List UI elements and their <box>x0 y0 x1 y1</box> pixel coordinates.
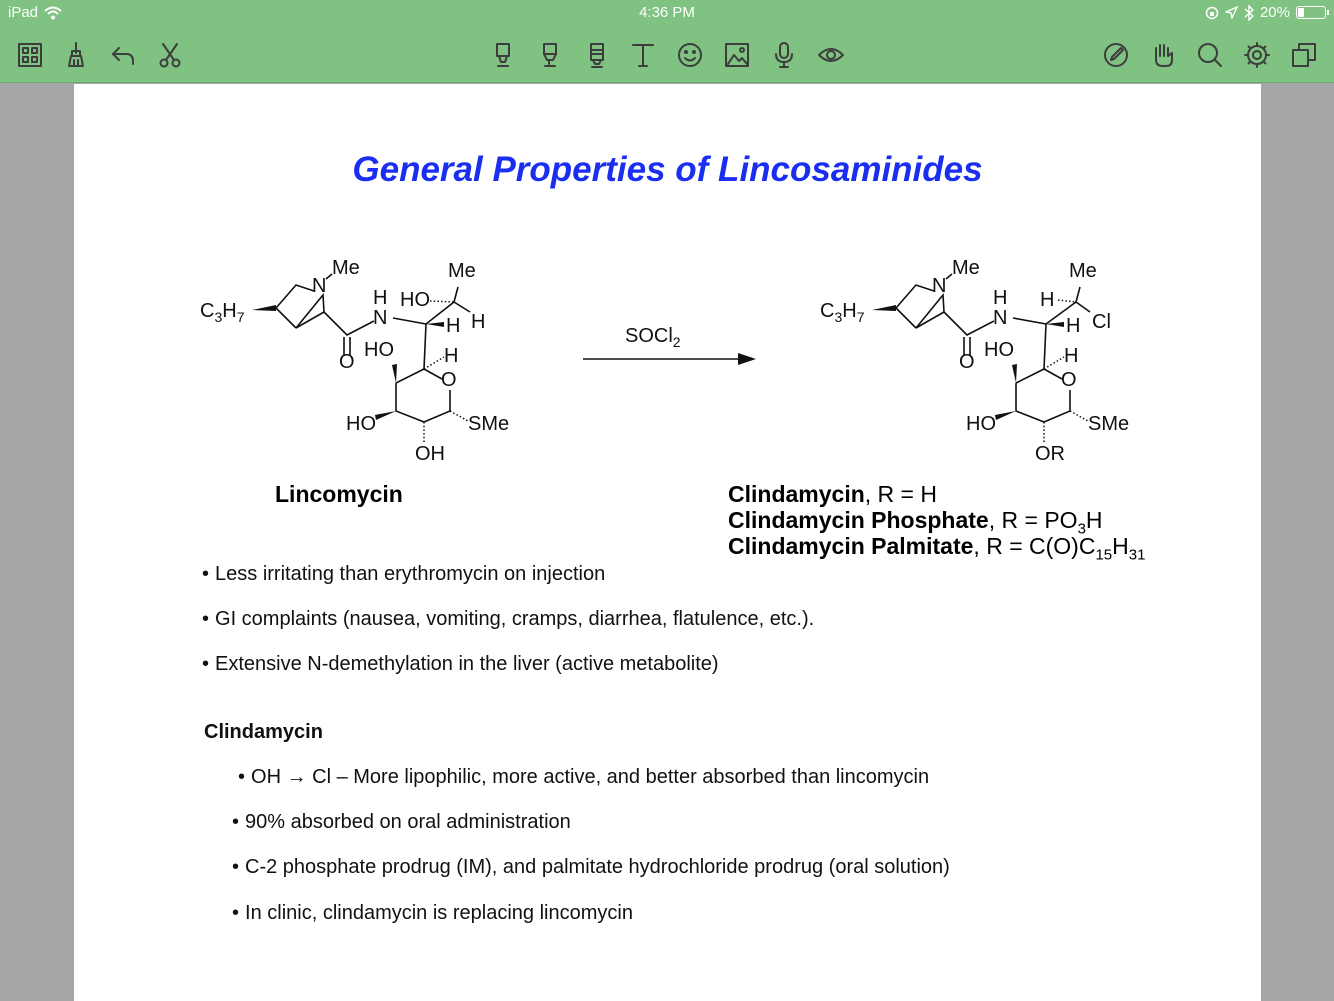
linc-ho-bottom-wedge <box>375 411 396 420</box>
clin-ho-wedge <box>1012 364 1017 383</box>
linc-ring-o: O <box>441 369 457 391</box>
clin-n-chain <box>1013 318 1046 324</box>
linc-amide-chain <box>324 312 374 335</box>
reaction-arrow <box>583 325 756 365</box>
reagent-label: SOCl <box>625 325 673 347</box>
linc-amide-h: H <box>373 287 388 309</box>
clin-or-label: OR <box>1035 443 1065 465</box>
linc-ho-hash <box>430 301 454 302</box>
clin-n-label: N <box>932 275 947 297</box>
svg-text:SOCl2 <box>625 325 681 350</box>
search-icon[interactable] <box>1191 36 1229 74</box>
clin-ring-hash <box>1044 357 1064 369</box>
cut-icon[interactable] <box>151 36 189 74</box>
clin-me-label: Me <box>1069 260 1097 282</box>
hand-icon[interactable] <box>1144 36 1182 74</box>
linc-h7-label: H <box>222 300 237 322</box>
device-label: iPad <box>8 4 39 21</box>
linc-ho-label: HO <box>400 289 430 311</box>
linc-amide-n: N <box>373 307 388 329</box>
clin-ho-ring: HO <box>984 339 1014 361</box>
toolbar <box>0 28 1334 83</box>
linc-ring-h: H <box>444 345 459 367</box>
linc-n-chain <box>393 318 426 324</box>
arrow-head <box>738 353 756 365</box>
battery-icon <box>1296 6 1326 19</box>
emoji-icon[interactable] <box>671 36 709 74</box>
clin-c3-label: C <box>820 300 835 322</box>
bluetooth-icon <box>1244 5 1254 21</box>
undo-icon[interactable] <box>104 36 142 74</box>
clin-amide-h: H <box>993 287 1008 309</box>
clindamycin-bullet: • 90% absorbed on oral administration <box>232 811 571 833</box>
linc-carbonyl-o: O <box>339 351 355 373</box>
clin-bold-wedge <box>872 305 896 311</box>
clindamycin-bullet: • In clinic, clindamycin is replacing lincomycin <box>232 902 633 924</box>
clindamycin-bullet: • OH → Cl – More lipophilic, more active, and better absorbed than lincomycin <box>238 766 930 788</box>
linc-me-label: Me <box>448 260 476 282</box>
linc-bold-wedge <box>252 305 276 311</box>
clin-amide-chain <box>944 312 994 335</box>
clindamycin-structure <box>820 257 1129 465</box>
svg-text:C3H7 <box>820 300 865 325</box>
clindamycin-phosphate-caption: Clindamycin Phosphate, $R = PO_3H$ <box>728 507 1103 538</box>
clin-h7-sub: 7 <box>856 309 865 325</box>
slide-page <box>74 84 1261 1001</box>
image-icon[interactable] <box>718 36 756 74</box>
clin-sme-hash <box>1070 411 1088 421</box>
linc-n-label: N <box>312 275 327 297</box>
lincomycin-structure <box>200 257 509 465</box>
microphone-icon[interactable] <box>765 36 803 74</box>
linc-h-label: H <box>471 311 486 333</box>
clock: 4:36 PM <box>639 4 695 21</box>
clin-sme-label: SMe <box>1088 413 1130 435</box>
rotation-lock-icon <box>1205 6 1219 20</box>
linc-sme-hash <box>450 411 468 421</box>
marker-icon[interactable] <box>484 36 522 74</box>
linc-sme-label: SMe <box>468 413 510 435</box>
linc-h7-sub: 7 <box>236 309 245 325</box>
settings-gear-icon[interactable] <box>1238 36 1276 74</box>
bullet-item: • GI complaints (nausea, vomiting, cramps, diarrhea, flatulence, etc.). <box>202 608 815 630</box>
clin-h-hash <box>1058 300 1076 302</box>
linc-ring-hash <box>424 357 444 369</box>
linc-ho-bottom: HO <box>346 413 376 435</box>
linc-h-bond <box>454 302 470 312</box>
clin-h-label: H <box>1040 289 1055 311</box>
edit-icon[interactable] <box>1097 36 1135 74</box>
clin-me-n-label: Me <box>952 257 980 279</box>
clin-h2-label: H <box>1066 315 1081 337</box>
pen-icon[interactable] <box>578 36 616 74</box>
battery-percent: 20% <box>1259 4 1290 21</box>
clin-cl-bond <box>1076 302 1090 312</box>
linc-ho-ring: HO <box>364 339 394 361</box>
clindamycin-heading: Clindamycin <box>204 721 323 743</box>
status-bar <box>0 0 1334 28</box>
clin-ho-bottom: HO <box>966 413 996 435</box>
bullet-item: • Extensive N-demethylation in the liver (active metabolite) <box>202 653 719 675</box>
linc-c3-label: C <box>200 300 215 322</box>
clear-broom-icon[interactable] <box>57 36 95 74</box>
linc-ho-wedge <box>392 364 397 383</box>
svg-text:C3H7 <box>200 300 245 325</box>
linc-oh-label: OH <box>415 443 445 465</box>
clin-me-bond <box>1076 287 1080 302</box>
linc-h2-label: H <box>446 315 461 337</box>
clin-ring-o: O <box>1061 369 1077 391</box>
location-icon <box>1225 6 1238 19</box>
clin-carbonyl-o: O <box>959 351 975 373</box>
clin-ring-bond <box>896 308 916 328</box>
pages-icon[interactable] <box>1285 36 1323 74</box>
battery-fill <box>1298 8 1304 17</box>
text-tool-icon[interactable] <box>624 36 662 74</box>
lincomycin-caption: Lincomycin <box>275 481 403 507</box>
clin-ring-h: H <box>1064 345 1079 367</box>
status-right <box>1205 4 1326 21</box>
linc-ring-bond <box>276 308 296 328</box>
clindamycin-bullet: • C-2 phosphate prodrug (IM), and palmitate hydrochloride prodrug (oral solution) <box>232 856 950 878</box>
clindamycin-caption: Clindamycin, R = H <box>728 481 937 507</box>
linc-chain-down <box>424 324 426 369</box>
clin-c3-sub: 3 <box>834 309 843 325</box>
bullet-item: • Less irritating than erythromycin on injection <box>202 563 606 585</box>
linc-me-n-label: Me <box>332 257 360 279</box>
thumbnails-icon[interactable] <box>11 36 49 74</box>
clin-amide-n: N <box>993 307 1008 329</box>
clin-h7-label: H <box>842 300 857 322</box>
view-eye-icon[interactable] <box>812 36 850 74</box>
slide-title: General Properties of Lincosaminides <box>352 150 983 189</box>
reaction-scheme <box>74 84 1261 504</box>
linc-c3-sub: 3 <box>214 309 223 325</box>
clin-chain-down <box>1044 324 1046 369</box>
reagent-sub: 2 <box>672 334 681 350</box>
clin-cl-label: Cl <box>1092 311 1111 333</box>
clindamycin-palmitate-caption: Clindamycin Palmitate, $R = C(O)C_{15}H_{31}$ <box>728 533 1146 564</box>
highlighter-icon[interactable] <box>531 36 569 74</box>
linc-me-bond <box>454 287 458 302</box>
clin-ho-bottom-wedge <box>995 411 1016 420</box>
